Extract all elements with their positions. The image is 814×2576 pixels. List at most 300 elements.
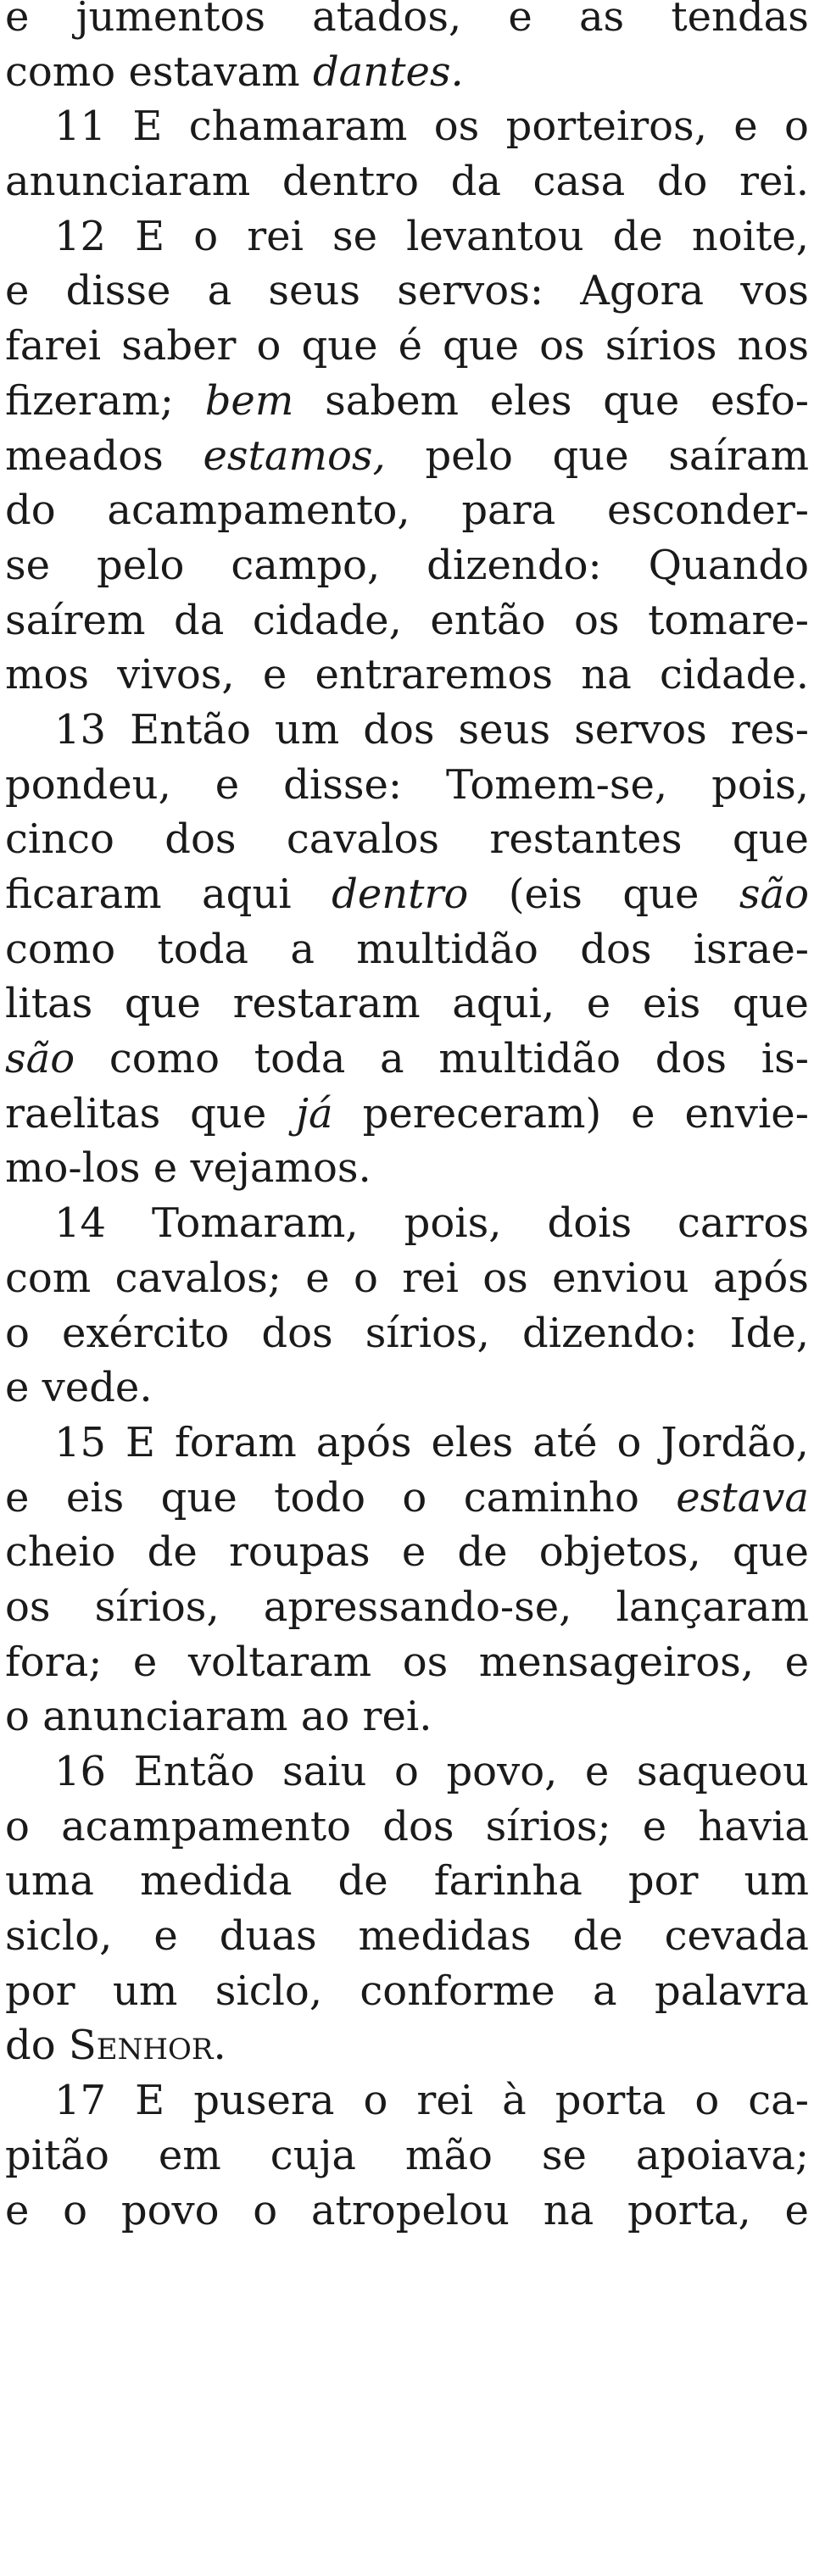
word-text: ficaram (5, 871, 162, 918)
word (552, 1251, 689, 1306)
word (761, 1032, 809, 1087)
word (174, 593, 224, 648)
word-text: a (290, 925, 315, 973)
word (233, 976, 421, 1032)
word (363, 1087, 602, 1142)
word-text: se (5, 541, 51, 589)
text-line (0, 1416, 814, 1471)
text-line (0, 1800, 814, 1855)
word-text: pelo (96, 541, 185, 589)
word (399, 319, 422, 374)
word (785, 1635, 809, 1690)
text-line (0, 1909, 814, 1964)
word (5, 0, 29, 45)
word-text: os (539, 322, 585, 370)
word (553, 429, 629, 484)
word (274, 1471, 365, 1526)
word (365, 1306, 490, 1361)
word-text: raelitas (5, 1089, 161, 1138)
word-text: servos (574, 705, 707, 754)
text-line (0, 2073, 814, 2128)
word-text: e (153, 1144, 178, 1193)
text-line (0, 319, 814, 374)
word-text: disse (65, 267, 171, 315)
word-text: eis (65, 1473, 125, 1522)
word-text: duas (219, 1912, 317, 1961)
text-line (0, 1087, 814, 1142)
word-text: eles (489, 376, 572, 425)
text-line (0, 99, 814, 154)
word-text: a (593, 1967, 617, 2015)
word-text: aqui (202, 871, 292, 918)
word (332, 867, 468, 922)
word-text: Então (130, 705, 251, 754)
word (380, 1032, 404, 1087)
word-text: pitão (5, 2131, 109, 2179)
word-text: se (332, 212, 378, 260)
word (247, 209, 304, 264)
word-text: o (784, 103, 809, 151)
text-line (0, 2184, 814, 2239)
word (5, 648, 89, 703)
italic-word: são (739, 871, 809, 918)
word (287, 812, 439, 867)
word-text: dos (363, 705, 435, 754)
word (153, 1141, 191, 1196)
word-text: Ide, (729, 1309, 809, 1357)
word (5, 1306, 30, 1361)
word (5, 538, 50, 593)
word-text: o (616, 1418, 642, 1466)
word (655, 1964, 809, 2019)
text-line (0, 1360, 814, 1416)
word-text: toda (157, 925, 249, 973)
word-text: siclo, (5, 1912, 113, 1961)
word (107, 483, 410, 538)
word (406, 209, 584, 264)
word-text: e (5, 0, 30, 41)
word (636, 2128, 809, 2184)
word (5, 483, 56, 538)
word (738, 319, 809, 374)
word (301, 1689, 363, 1744)
word-text: para (461, 487, 556, 535)
word (446, 758, 667, 813)
word (5, 2018, 69, 2073)
word (539, 319, 585, 374)
word-text: pereceram) (362, 1089, 602, 1138)
word-text: a (380, 1035, 404, 1083)
word (434, 99, 480, 154)
word (316, 1416, 412, 1471)
word (5, 812, 114, 867)
word-text: pondeu, (5, 760, 171, 809)
word (54, 2073, 106, 2128)
word (739, 154, 809, 209)
word (5, 1800, 30, 1855)
word-text: atados, (312, 0, 462, 41)
word (432, 1416, 514, 1471)
word-text: e (784, 1638, 809, 1686)
word (159, 2128, 221, 2184)
word (313, 45, 464, 100)
word (628, 1854, 699, 1909)
word-text: então (430, 596, 546, 644)
word (261, 1306, 332, 1361)
word (397, 264, 544, 319)
word-text: que (124, 980, 201, 1028)
word-text: casa (532, 158, 626, 206)
word-text: e (586, 980, 611, 1028)
word-text: e (642, 1802, 667, 1850)
word (622, 867, 699, 922)
word-text: dizendo: (427, 541, 602, 589)
word (290, 922, 315, 977)
word-text: que (301, 322, 378, 370)
word-text: povo, (446, 1748, 558, 1795)
word (264, 1580, 572, 1635)
word-text: os (433, 103, 480, 151)
word-text: cheio (5, 1528, 116, 1577)
word-text: a (207, 267, 232, 315)
word-text: um (112, 1967, 178, 2015)
word (158, 922, 249, 977)
word-text: ao (300, 1693, 350, 1741)
text-line (0, 1854, 814, 1909)
word-text: saiu (282, 1748, 367, 1795)
word-text: e (5, 1473, 30, 1522)
word (489, 812, 682, 867)
word-text: palavra (654, 1967, 809, 2015)
word-text: e (733, 103, 758, 151)
text-line (0, 703, 814, 758)
word (581, 648, 632, 703)
text-line (0, 1525, 814, 1580)
word-text: exército (62, 1309, 230, 1357)
word (275, 703, 339, 758)
word (190, 1087, 266, 1142)
word (121, 2184, 220, 2239)
word (394, 1744, 419, 1800)
word (459, 703, 551, 758)
text-line (0, 264, 814, 319)
word (282, 1744, 367, 1800)
word (54, 1744, 106, 1800)
word-text: esconder- (606, 487, 809, 535)
word (740, 264, 809, 319)
word-text: saber (121, 322, 237, 370)
word (671, 0, 809, 45)
text-line (0, 154, 814, 209)
word-text: rei. (362, 1693, 432, 1741)
word (54, 99, 106, 154)
word-text: E (135, 2077, 165, 2125)
word-text: os (574, 596, 620, 644)
word (263, 648, 287, 703)
word (434, 1854, 583, 1909)
word-text: eis (642, 980, 701, 1028)
word-text: havia (698, 1802, 809, 1850)
word (363, 1689, 432, 1744)
word-text: eles (431, 1418, 514, 1466)
word (490, 374, 572, 429)
text-line (0, 209, 814, 264)
word (661, 1416, 809, 1471)
word (593, 1964, 617, 2019)
word (135, 2073, 164, 2128)
word (580, 922, 651, 977)
word-text: 13 (54, 705, 107, 754)
word (134, 1744, 255, 1800)
word-text: saírem (5, 596, 146, 644)
word (731, 703, 809, 758)
word-text: que (732, 1528, 809, 1577)
word-text: cidade, (252, 596, 402, 644)
word-text: 11 (54, 103, 107, 151)
word-text: os (482, 1254, 528, 1302)
word-text: cavalos; (114, 1254, 282, 1302)
word (5, 593, 145, 648)
word (579, 0, 624, 45)
word-text: na (543, 2186, 594, 2234)
word (730, 1306, 809, 1361)
word (660, 648, 809, 703)
word (587, 976, 610, 1032)
word (404, 1196, 502, 1251)
text-line (0, 429, 814, 484)
word (506, 99, 707, 154)
word (5, 758, 171, 813)
word-text: e (153, 1912, 178, 1961)
word (430, 593, 545, 648)
word-text: esfo- (711, 376, 809, 425)
word (190, 1141, 371, 1196)
word-text: dos (261, 1309, 333, 1357)
word-text: aqui, (452, 980, 555, 1028)
word-text: rei. (739, 158, 809, 206)
word-text: is- (761, 1035, 809, 1083)
word (637, 1744, 809, 1800)
word (66, 1471, 124, 1526)
word-text: israe- (693, 925, 809, 973)
word-text: foram (175, 1418, 297, 1466)
word-text: da (174, 596, 225, 644)
word (522, 1306, 697, 1361)
word (692, 209, 809, 264)
word (208, 264, 232, 319)
word (133, 1635, 157, 1690)
word (356, 922, 538, 977)
word-text: que (160, 1473, 237, 1522)
word-text: sírios (605, 322, 717, 370)
text-line (0, 45, 814, 100)
text-line (0, 483, 814, 538)
word (585, 1744, 609, 1800)
word (785, 2184, 809, 2239)
word-text: e (305, 1254, 330, 1302)
text-line (0, 1141, 814, 1196)
word-text: cidade. (660, 651, 809, 699)
word (532, 1416, 597, 1471)
word (76, 0, 265, 45)
text-line (0, 812, 814, 867)
word (204, 429, 386, 484)
word-text: após (315, 1418, 412, 1466)
word-text: as (578, 0, 625, 41)
word (711, 758, 809, 813)
word-text: dos (655, 1035, 728, 1083)
text-line (0, 922, 814, 977)
word-text: e (132, 1638, 158, 1686)
word-text: de (457, 1528, 508, 1577)
word-text: acampamento, (107, 487, 410, 535)
word-text: sabem (325, 376, 459, 425)
word (125, 976, 201, 1032)
word-text: E (135, 212, 165, 260)
word (733, 976, 809, 1032)
word (359, 1909, 532, 1964)
word-text: anunciaram (5, 158, 251, 206)
italic-word: estamos, (203, 431, 386, 480)
word (215, 1964, 322, 2019)
text-line (0, 976, 814, 1032)
word (152, 1196, 359, 1251)
word (649, 538, 809, 593)
word (451, 154, 501, 209)
word-text: de (337, 1857, 388, 1906)
word-text: estavam (128, 47, 300, 96)
word (580, 264, 704, 319)
word-text: e (262, 651, 287, 699)
word (694, 2073, 719, 2128)
word-text: por (5, 1967, 75, 2015)
word (148, 1525, 198, 1580)
word-text: povo (120, 2186, 220, 2234)
word (254, 1032, 346, 1087)
word-text: 14 (54, 1199, 107, 1248)
word (42, 1689, 301, 1744)
word-text: anunciaram (42, 1693, 288, 1741)
word-text: à (502, 2077, 527, 2125)
word (42, 1360, 153, 1416)
word (5, 319, 101, 374)
word-text: noite, (691, 212, 809, 260)
word (253, 2184, 277, 2239)
word (425, 429, 512, 484)
text-line (0, 0, 814, 45)
word (416, 2073, 473, 2128)
word-text: dizendo: (522, 1309, 698, 1357)
word-text: siclo, (215, 1967, 323, 2015)
word (486, 1800, 611, 1855)
word-text: Jordão, (661, 1418, 809, 1466)
text-line (0, 867, 814, 922)
word (5, 1854, 94, 1909)
word (63, 2184, 87, 2239)
word-text: dentro (282, 158, 420, 206)
word-text: com (5, 1254, 92, 1302)
word-text: o (5, 1309, 30, 1357)
word-text: medidas (358, 1912, 532, 1961)
word-text: campo, (231, 541, 381, 589)
word-text: todo (274, 1473, 365, 1522)
word-text: do (5, 487, 56, 535)
word (95, 1580, 220, 1635)
word (574, 703, 707, 758)
word (713, 1251, 809, 1306)
text-line (0, 1471, 814, 1526)
word-text: se (541, 2131, 587, 2179)
word-text: cavalos (286, 815, 440, 864)
word (539, 1525, 701, 1580)
word-text: e (631, 1089, 655, 1138)
word (5, 1087, 160, 1142)
word (5, 922, 115, 977)
word (283, 758, 402, 813)
text-line (0, 1251, 814, 1306)
word (354, 1251, 378, 1306)
word (405, 2128, 493, 2184)
word (685, 1087, 809, 1142)
text-line (0, 648, 814, 703)
word (648, 593, 809, 648)
word-text: E (132, 103, 163, 151)
word-text: e (584, 1748, 610, 1795)
word-text: (eis (508, 871, 583, 918)
word-text: e (508, 0, 532, 41)
word-text: sírios, (94, 1583, 220, 1631)
word-text: porta (555, 2077, 666, 2125)
word-text: o (256, 322, 282, 370)
word-text: dos (580, 925, 652, 973)
word-text: do (656, 158, 708, 206)
word-text: jumentos (75, 0, 266, 41)
word-text: pelo (425, 431, 513, 480)
word (54, 1196, 106, 1251)
word (402, 1251, 459, 1306)
word-text: conforme (360, 1967, 555, 2015)
word (193, 2073, 334, 2128)
word (457, 1525, 507, 1580)
word (113, 1964, 177, 2019)
word (464, 1471, 639, 1526)
word-text: que (622, 871, 700, 918)
italic-word: dantes. (312, 47, 464, 96)
word-text: 12 (54, 212, 107, 260)
word (677, 1196, 809, 1251)
word-text: e (5, 1364, 30, 1412)
word (655, 1032, 727, 1087)
word (315, 648, 553, 703)
word-text: o (402, 1473, 427, 1522)
word (115, 1251, 282, 1306)
word (325, 374, 459, 429)
word (189, 99, 408, 154)
word-text: que (603, 376, 680, 425)
word (140, 1854, 292, 1909)
word (533, 154, 626, 209)
word-text: por (627, 1857, 699, 1906)
word-text: res- (730, 705, 809, 754)
word-text: 16 (54, 1748, 107, 1795)
word-text: E (125, 1418, 156, 1466)
word (5, 374, 174, 429)
word-text: litas (5, 980, 93, 1028)
word-text: multidão (356, 925, 538, 973)
word-text: . (213, 2022, 226, 2070)
word-text: os (5, 1583, 51, 1631)
text-line (0, 1635, 814, 1690)
